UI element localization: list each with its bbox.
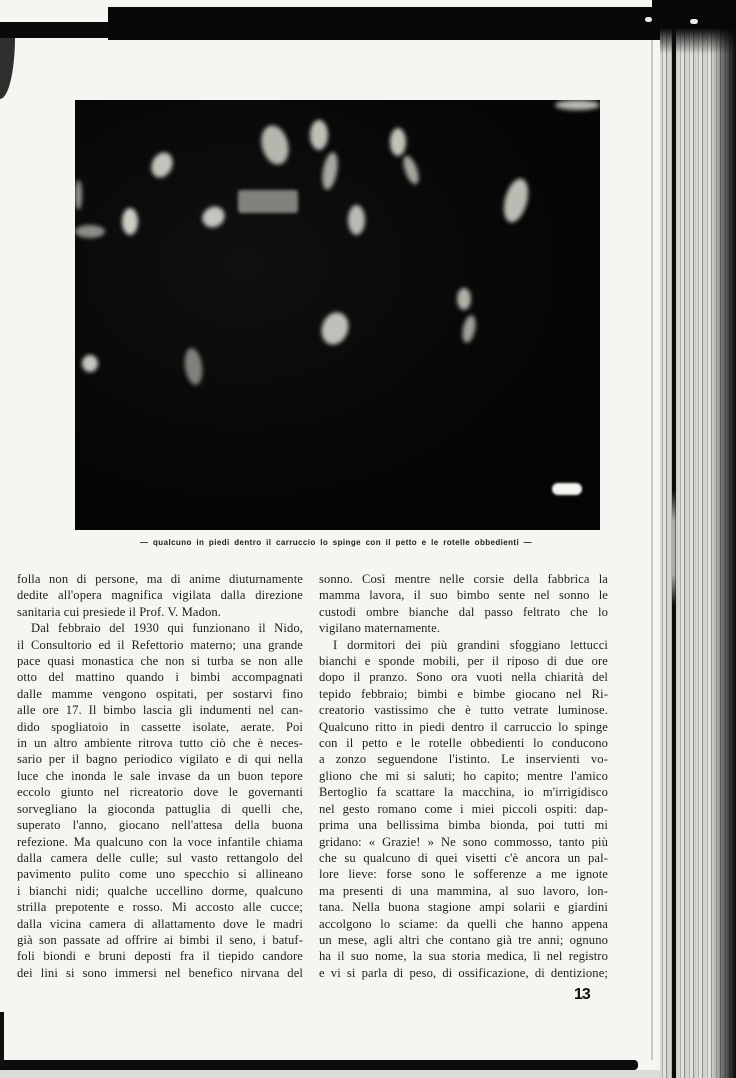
text-line: otto del mattino quando i bimbi accompagnati: [17, 670, 303, 685]
text-line: creatorio vastissimo che è tutto vetrate luminose.: [319, 703, 608, 718]
photo-highlight-blob: [400, 154, 422, 186]
text-line: dalla vicina camera di allattamento dove le madri: [17, 916, 303, 931]
paragraph: [17, 620, 303, 981]
page-left-edge-shadow: [0, 1012, 4, 1066]
text-line: folla non di persone, ma di anime diuturnamente: [17, 572, 303, 586]
photo-highlight-blob: [390, 128, 406, 156]
photo-highlight-blob: [183, 347, 205, 386]
text-line: Qualcuno ritto in piedi dentro il carruccio lo spinge: [319, 719, 608, 734]
text-line: bianchi e sponde mobili, per il riposo di due ore: [319, 654, 608, 669]
text-line: sorvegliano la gioconda pattuglia di quelli che,: [17, 801, 303, 816]
text-line: I dormitori dei più grandini sfoggiano lettucci: [333, 637, 608, 652]
text-line: pace quasi monastica che non si turba se non alle: [17, 654, 303, 669]
page-number: 13: [574, 986, 590, 1003]
text-line: accolgono lo sciame: da quelli che hanno appena: [319, 916, 608, 931]
text-line: superato l'anno, giocano nell'attesa della buona: [17, 818, 303, 833]
photo-highlight-blob: [147, 149, 176, 181]
photo-highlight-blob: [122, 208, 138, 235]
text-line: strilla prepotente e rosso. Mi accosto alle cucce;: [17, 900, 303, 915]
text-line: sario per il bagno periodico vigilato e di qui nella: [17, 752, 303, 767]
text-line: i bianchi nidi; qualche uccellino dorme, qualcuno: [17, 883, 303, 898]
text-line: gliono che mi si saluti; ho capito; mentre l'amico: [319, 768, 608, 783]
photo-highlight-blob: [199, 203, 229, 232]
text-line: refezione. Ma qualcuno con la voce infantile chiama: [17, 834, 303, 849]
fore-edge-dark-line: [672, 28, 676, 1078]
text-line: Dal febbraio del 1930 qui funzionano il Nido,: [31, 621, 303, 636]
text-line: e vi si parla di peso, di ossificazione, di dentizione;: [319, 965, 608, 980]
text-line: gridano: « Grazie! » Ne sono commosso, tanto più: [319, 834, 608, 849]
text-line: prima una bellissima bimba bionda, poi tutti mi: [319, 818, 608, 833]
text-line: che su qualcuno di quei visetti c'è ancora un pal-: [319, 850, 608, 865]
photo-highlight-blob: [82, 355, 98, 372]
text-line: pavimento pulito come uno specchio si allineano: [17, 867, 303, 882]
photo-highlight-blob: [310, 120, 328, 150]
scan-artifact-bottom-band: [0, 1060, 638, 1070]
text-line: sonno. Così mentre nelle corsie della fabbrica la: [319, 572, 608, 586]
nursery-photograph: [75, 100, 600, 530]
photo-highlight-patch: [238, 190, 298, 213]
photo-highlight-blob: [457, 288, 471, 310]
text-line: luce che inonda le sale invase da un buon tepore: [17, 768, 303, 783]
page-edge-line: [651, 40, 653, 1060]
text-line: sanitaria cui presiede il Prof. V. Madon.: [17, 604, 222, 619]
paragraph: [17, 571, 303, 620]
paragraph: [319, 637, 608, 982]
photo-edge-streak: [75, 180, 82, 210]
text-line: mamma lavora, il suo bimbo sente nel sonno le: [319, 588, 608, 603]
text-line: tepido febbraio; bimbi e bimbe giocano nel Ri-: [319, 686, 608, 701]
photo-highlight-blob: [75, 225, 105, 238]
text-line: dido spogliatoio in cassette isolate, aerate. Poi: [17, 719, 303, 734]
text-column-left: [17, 571, 303, 981]
text-line: dei lini si sono immersi nel benefico nirvana del: [17, 965, 303, 980]
text-line: ma presenti di una mammina, al suo lavoro, lon-: [319, 883, 608, 898]
text-column-right: [319, 571, 608, 981]
text-line: tana. Nella buona stagione ampi solarii e giardini: [319, 900, 608, 915]
photo-highlight-blob: [460, 314, 478, 344]
white-fleck: [690, 19, 698, 24]
text-line: già son passate ad offrire ai bimbi il seno, i batuf-: [17, 932, 303, 947]
text-line: vigilano maternamente.: [319, 621, 441, 636]
text-line: dalla camera delle culle; sul vasto rettangolo del: [17, 850, 303, 865]
photo-edge-speckle: [555, 100, 600, 110]
text-line: dopo il pranzo. Sono ora vuoti nella chiarità del: [319, 670, 608, 685]
text-line: dedite all'opera magnifica vigilata dalla direzione: [17, 588, 303, 603]
photo-caption: — qualcuno in piedi dentro il carruccio lo spinge con il petto e le rotelle obbedienti —: [140, 538, 533, 547]
text-line: alle ore 17. Il bimbo lascia gli indumenti nel can-: [17, 703, 303, 718]
scan-artifact-below-page: [0, 1070, 660, 1078]
photo-highlight-blob: [500, 176, 533, 225]
text-line: dalle mamme vengono ospitati, per sostarvi fino: [17, 686, 303, 701]
text-line: in un altro ambiente ritrova tutto ciò che è neces-: [17, 736, 303, 751]
text-line: a zonzo seguendone l'istinto. Le inservienti vo-: [319, 752, 608, 767]
scan-artifact-top-band: [108, 7, 736, 40]
book-fore-edge-stripes: [660, 28, 736, 1078]
text-line: ha il suo nome, la sua storia medica, lì nel registro: [319, 949, 608, 964]
white-fleck: [645, 17, 652, 22]
text-line: Bertoglio fa scattare la macchina, io m'irrigidisco: [319, 785, 608, 800]
photo-white-mark: [552, 483, 582, 495]
text-line: eccolo giunto nel ricreatorio dove le governanti: [17, 785, 303, 800]
text-line: custodi ombre bianche dal passo feltrato che lo: [319, 604, 608, 619]
text-line: con il petto e le rotelle obbedienti lo conducono: [319, 736, 608, 751]
photo-highlight-blob: [348, 205, 365, 235]
photo-highlight-blob: [257, 122, 292, 167]
page-corner-curl-shadow: [0, 37, 15, 99]
text-line: foli biondi e bruni deposti fra il tiepido candore: [17, 949, 303, 964]
text-line: nel gesto romano come i miei piccoli ospiti: dap-: [319, 801, 608, 816]
photo-highlight-blob: [320, 151, 340, 191]
photo-highlight-blob: [317, 309, 353, 349]
paragraph: [319, 571, 608, 637]
text-line: il Consultorio ed il Refettorio materno; una grande: [17, 637, 303, 652]
text-line: lore lieve: forse sono le sofferenze a me ignote: [319, 867, 608, 882]
text-line: un mese, agli altri che contano già tre anni; ognuno: [319, 932, 608, 947]
